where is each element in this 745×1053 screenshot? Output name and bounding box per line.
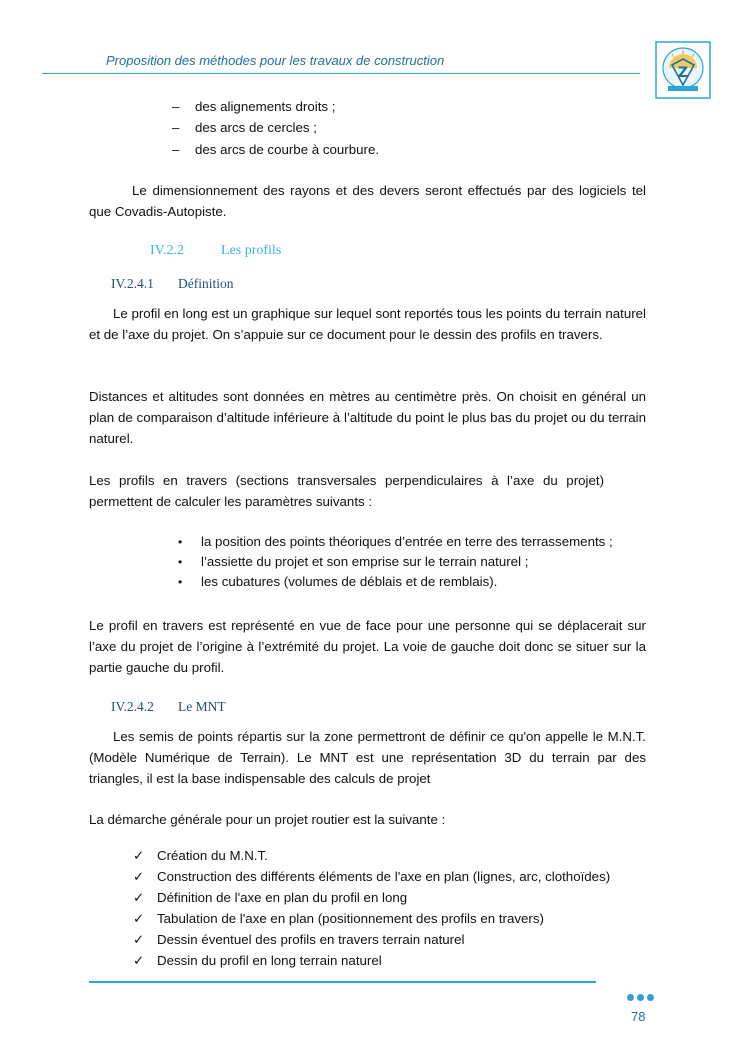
- ellipsis-icon: [627, 989, 657, 1004]
- paragraph-profil-long: Le profil en long est un graphique sur lequel sont reportés tous les points du terrain naturel et de l’axe du projet. On s’appuie sur ce document pour le dessin des profils en travers.: [89, 306, 646, 342]
- list-item: ✓ Construction des différents éléments de l'axe en plan (lignes, arc, clothoïdes): [133, 869, 611, 884]
- list-item: ✓ Définition de l'axe en plan du profil en long: [133, 890, 408, 905]
- list-item: • la position des points théoriques d’entrée en terre des terrassements ;: [178, 534, 613, 549]
- list-item: • l’assiette du projet et son emprise sur le terrain naturel ;: [178, 554, 529, 569]
- list-item: – des arcs de cercles ;: [172, 120, 317, 135]
- page-number: 78: [631, 1009, 646, 1024]
- paragraph-representation: Le profil en travers est représenté en vue de face pour une personne qui se déplacerait sur l’axe du projet de l’origine à l’extrémité du projet. La voie de gauche doit donc se situer sur la partie gauche du profil.: [89, 618, 646, 675]
- svg-text:Z: Z: [677, 65, 689, 81]
- paragraph-mnt: Les semis de points répartis sur la zone permettront de définir ce qu'on appelle le M.N.T. (Modèle Numérique de Terrain). Le MNT est une représentation 3D du terrain par des triangles, il est la base indispensable des calculs de projet: [89, 729, 646, 786]
- list-item: ✓ Dessin du profil en long terrain naturel: [133, 953, 382, 968]
- header-title: Proposition des méthodes pour les travaux de construction: [106, 53, 445, 68]
- list-item: ✓ Création du M.N.T.: [133, 848, 268, 863]
- list-item: ✓ Tabulation de l'axe en plan (positionnement des profils en travers): [133, 911, 544, 926]
- paragraph-profils-travers: Les profils en travers (sections transversales perpendiculaires à l’axe du projet) permettent de calculer les paramètres suivants :: [89, 473, 604, 509]
- list-item: – des alignements droits ;: [172, 99, 336, 114]
- list-item: – des arcs de courbe à courbure.: [172, 142, 380, 157]
- section-heading: IV.2.2 Les profils: [150, 243, 282, 258]
- header-rule: [42, 73, 640, 74]
- footer-rule: [89, 981, 596, 983]
- paragraph-distances: Distances et altitudes sont données en mètres au centimètre près. On choisit en général un plan de comparaison d’altitude inférieure à l’altitude du point le plus bas du projet ou du terrain naturel.: [89, 389, 646, 446]
- list-item: • les cubatures (volumes de déblais et de remblais).: [178, 574, 498, 589]
- institution-logo: [655, 41, 711, 99]
- subsection-heading-mnt: IV.2.4.2 Le MNT: [111, 699, 226, 714]
- list-item: ✓ Dessin éventuel des profils en travers terrain naturel: [133, 932, 465, 947]
- paragraph-demarche: La démarche générale pour un projet routier est la suivante :: [89, 812, 446, 827]
- paragraph-dimensionnement: Le dimensionnement des rayons et des devers seront effectués par des logiciels tel que Covadis-Autopiste.: [89, 183, 646, 219]
- subsection-heading-definition: IV.2.4.1 Définition: [111, 276, 234, 291]
